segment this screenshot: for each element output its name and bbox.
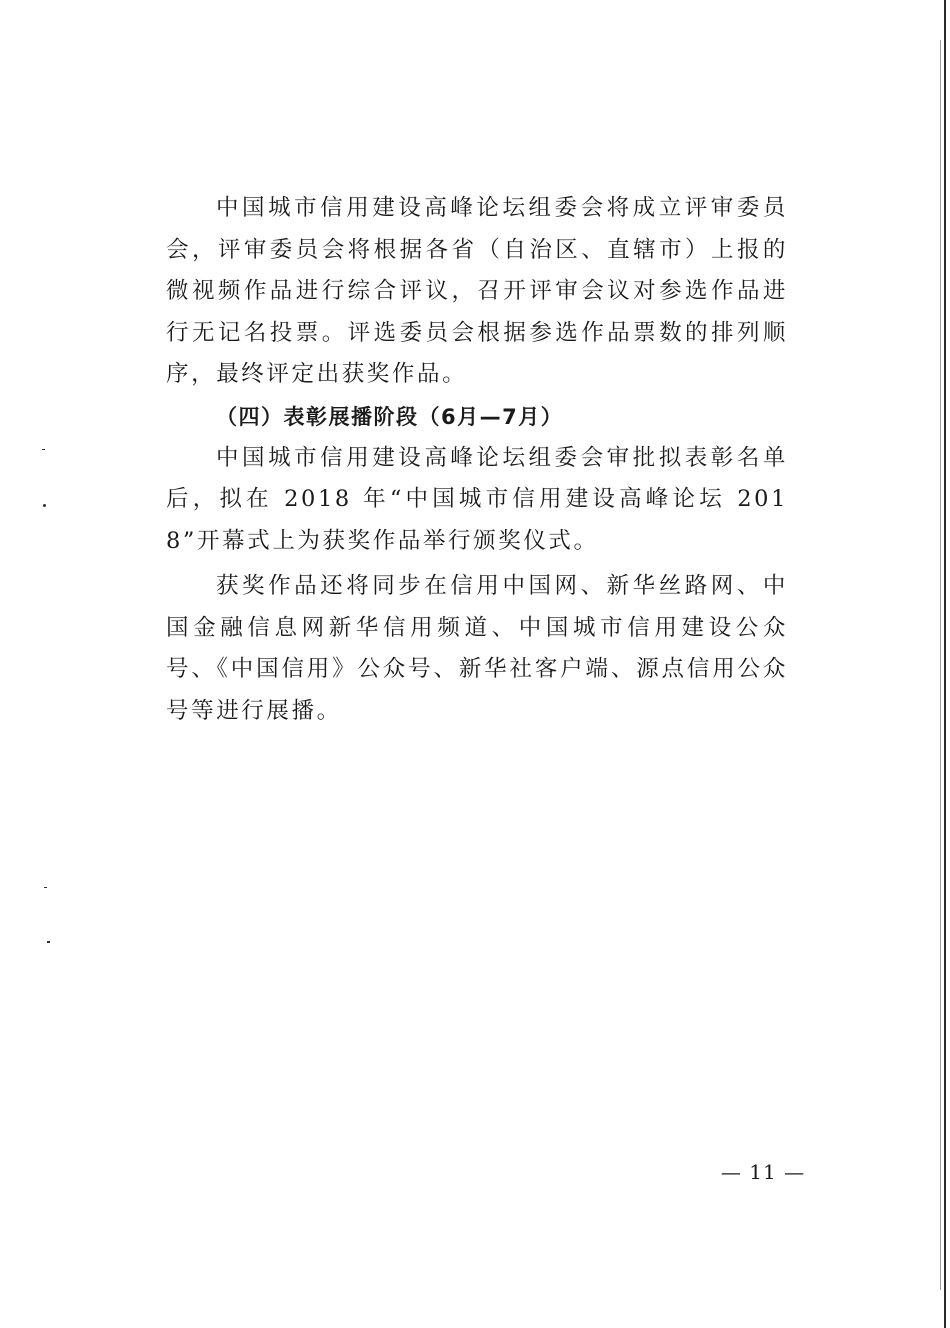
scan-speck (42, 449, 45, 450)
page-number: — 11 — (720, 1160, 806, 1184)
paragraph-award-ceremony: 中国城市信用建设高峰论坛组委会审批拟表彰名单后，拟在 2018 年“中国城市信用建设高峰论坛 2018”开幕式上为获奖作品举行颁奖仪式。 (166, 444, 788, 554)
scan-speck (47, 941, 50, 943)
paragraph-review-committee: 中国城市信用建设高峰论坛组委会将成立评审委员会，评审委员会将根据各省（自治区、直辖市）上报的微视频作品进行综合评议，召开评审会议对参选作品进行无记名投票。评选委员会根据参选作品票数的排列顺序，最终评定出获奖作品。 (166, 195, 788, 387)
section-heading-awards: （四）表彰展播阶段（6月—7月） (216, 404, 564, 429)
scan-speck (43, 504, 46, 507)
scan-edge-line (944, 0, 946, 1328)
document-body (166, 188, 788, 732)
scan-edge-shadow (940, 40, 941, 1290)
paragraph-broadcast-channels: 获奖作品还将同步在信用中国网、新华丝路网、中国金融信息网新华信用频道、中国城市信用建设公众号、《中国信用》公众号、新华社客户端、源点信用公众号等进行展播。 (166, 573, 788, 724)
scan-speck (44, 887, 47, 888)
